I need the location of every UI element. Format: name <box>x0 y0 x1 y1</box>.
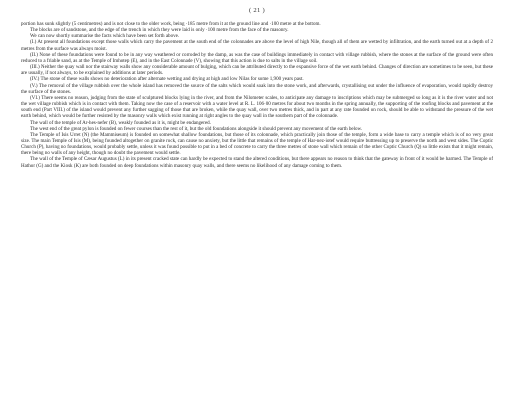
paragraph-summary-intro: We can now shortly summarise the facts which have been set forth above. <box>30 33 180 40</box>
paragraph-caesar-augustus: The wall of the Temple of Cæsar Augustus (L) in its present cracked state can hardly be expected to stand the altered conditions, but there appears no reason to think that the gateway in front of it would be harmed. The Temple of Hathor (G) and the Kiosk (K) are both founded on deep foundations within masonry quay walls, and there seems no likelihood of any damage coming to them. <box>21 156 493 169</box>
paragraph-finding-3: (III.) Neither the quay wall nor the stairway walls show any considerable amount of bulging, which can be attributed directly to the expansive force of the wet earth behind. Changes of direction are sometimes to be seen, but these are usually, if not always, to be explained by additions at later periods. <box>21 64 493 77</box>
page-number: ( 21 ) <box>248 7 266 14</box>
paragraph-great-pylon: The west end of the great pylon is founded on fewer courses than the rest of it, but the old foundations alongside it should prevent any movement of the earth below. <box>30 125 363 132</box>
paragraph-finding-1: (I.) At present all foundations except those walls which carry the pavement at the south end of the colonnades are above the level of high Nile, though all of them are wetted by infiltration, and the earth turned out at a depth of 2 metres from the surface was always moist. <box>21 39 493 52</box>
paragraph-finding-4: (IV.) The stone of these walls shows no deterioration after alternate wetting and drying at high and low Nilas for some 1,900 years past. <box>30 76 304 83</box>
paragraph-finding-6: (VI.) There seems no reason, judging from the state of sculptured blocks lying in the river, and from the Nilometer scales, to anticipate any damage to inscriptions which may be submerged so long as it is the river water and not the wet village rubbish which is in contact with them. Taking now the case of a reservoir with a water level at R. L. 106·00 metres for about two months in the spring annually, the supporting of the roofing blocks and pavement at the south end (Part VIII.) of the island would prevent any further sagging of those that are broken, while the quay wall, over two metres thick, and in part at any rate founded on rock, should be able to withstand the pressure of the wet earth behind, which would be further resisted by the masonry walls which exist running at right angles to the quay wall in the southern part of the colonnade. <box>21 94 493 120</box>
paragraph-finding-5: (V.) The removal of the village rubbish over the whole island has removed the source of the salts which would soak into the stone work, and afterwards, crystallising out under the influence of evaporation, would rapidly destroy the surface of the stones. <box>21 82 493 95</box>
paragraph-sandstone-blocks: The blocks are of sandstone, and the edge of the trench in which they were laid is only ·100 metre from the face of the masonry. <box>30 27 289 34</box>
paragraph-ar-hes-nefer: The wall of the temple of Ar-hes-nefer (B), weakly founded as it is, might be endangered. <box>30 119 211 126</box>
paragraph-temple-of-isis: The Temple of Isis Urret (N) (the Mammiseum) is founded on somewhat shallow foundations, but those of its colonnade, which practically join those of the temple, form a wide base to carry a temple which is of no very great size. The main Temple of Isis (M), being founded altogether on granite rock, can cause no anxiety, but the little that remains of the temple of Har-nez-iotef would require buttressing up to preserve the north and west sides. The Coptic Church (P), having no foundations, would probably settle, unless it was found possible to put in a bed of concrete to carry the three metres of stone wall which remain of the other Coptic Church (Q) so little exists that it might remain, there being no walls of any height, though no doubt the pavement would settle. <box>21 131 493 157</box>
paragraph-finding-2: (II.) None of these foundations were found to be in any way weathered or corroded by the damp, as was the case of buildings immediately in contact with village rubbish, where the stones at the surface of the ground were often reduced to a friable sand, as at the Temple of Imhotep (E), and in the East Colonnade (V), showing that this action is due to salts in the village soil. <box>21 51 493 64</box>
report-body-text <box>21 21 493 403</box>
paragraph-continued: portion has sunk slightly (5 centimetres) and is not close to the older work, being ·185 metre from it at the ground line and ·100 metre at the bottom. <box>21 21 321 27</box>
